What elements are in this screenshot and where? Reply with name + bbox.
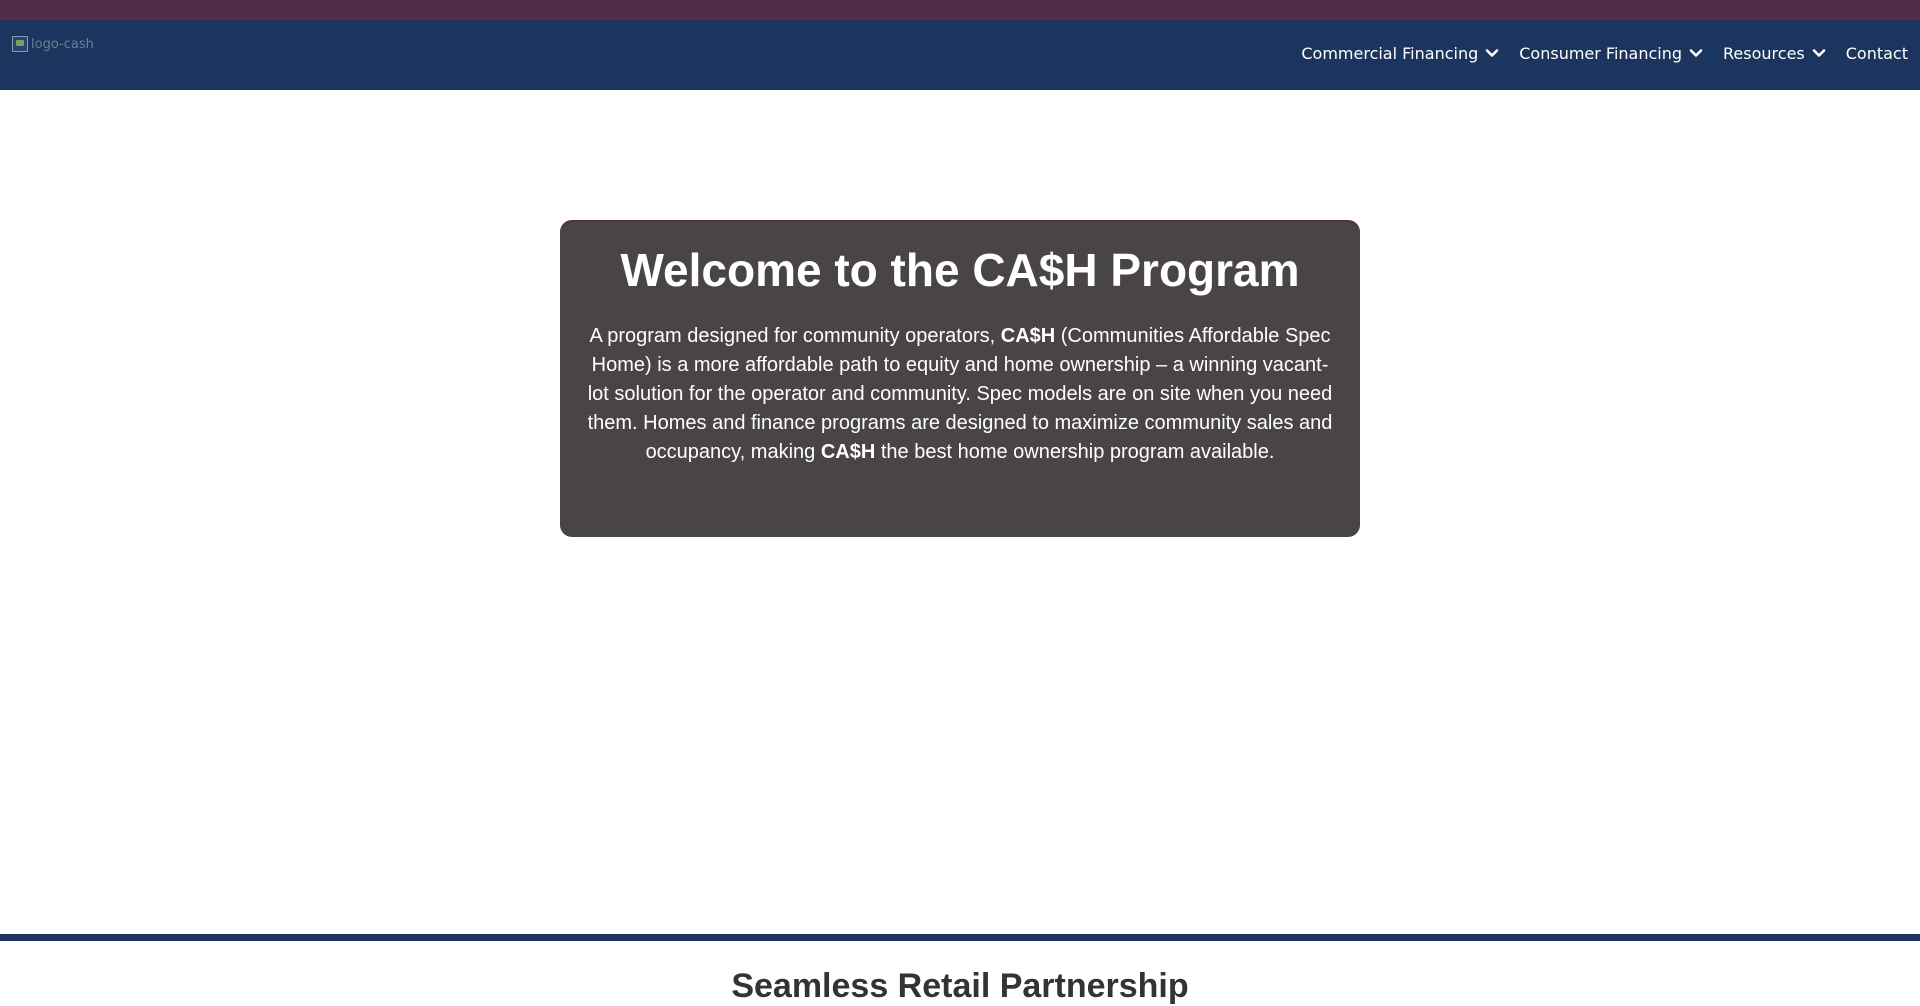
hero-body-text: A program designed for community operators, [589, 325, 1001, 347]
hero-card [560, 220, 1360, 537]
brand-name: CA$H [820, 441, 876, 463]
main-nav [1301, 20, 1908, 86]
chevron-down-icon [1485, 46, 1499, 60]
nav-item-label: Contact [1845, 43, 1908, 63]
chevron-down-icon [1812, 46, 1826, 60]
broken-image-icon [12, 36, 28, 52]
nav-commercial-financing[interactable] [1301, 44, 1499, 63]
nav-item-label: Resources [1723, 43, 1805, 63]
hero-body-text: (Communities Affordable Spec Home) is a more affordable path to equity and home ownership – a winning vacant-lot solution for the operator and community. Spec models are on site when you need them. Homes and finance programs are designed to maximize community sales and occupancy, making [587, 325, 1333, 463]
nav-item-label: Consumer Financing [1519, 43, 1683, 63]
nav-item-label: Commercial Financing [1301, 43, 1479, 63]
nav-contact[interactable] [1846, 44, 1908, 63]
brand-name: CA$H [1000, 325, 1056, 347]
hero-title: Welcome to the CA$H Program [620, 244, 1300, 296]
hero-description [580, 322, 1340, 467]
nav-resources[interactable] [1723, 44, 1826, 63]
section-title: Seamless Retail Partnership [731, 967, 1189, 1005]
hero-body-text: the best home ownership program available. [875, 441, 1275, 463]
section-divider [0, 934, 1920, 941]
nav-consumer-financing[interactable] [1519, 44, 1703, 63]
site-header [0, 20, 1920, 90]
logo-alt-text: logo-cash [31, 36, 94, 52]
site-logo[interactable] [12, 34, 94, 54]
chevron-down-icon [1689, 46, 1703, 60]
top-accent-strip [0, 0, 1920, 20]
